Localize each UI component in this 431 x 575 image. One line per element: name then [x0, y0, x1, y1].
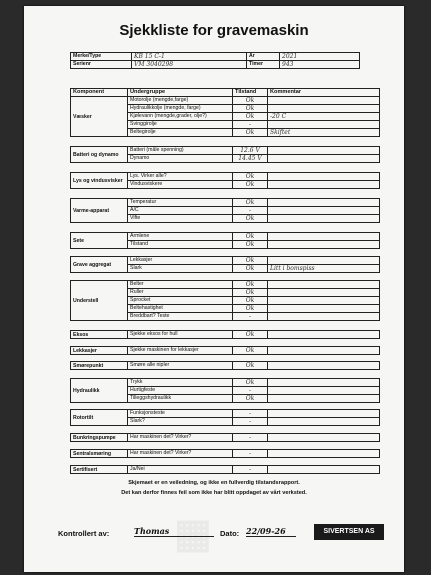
kommentar-cell — [268, 181, 380, 189]
tilstand-cell: 14.45 V — [233, 155, 268, 163]
tilstand-cell: - — [233, 313, 268, 321]
timer-value: 943 — [280, 61, 360, 69]
undergruppe-cell: Beltehastighet — [128, 305, 233, 313]
section-name: Væsker — [71, 97, 128, 137]
section-name: Eksos — [71, 331, 128, 339]
undergruppe-cell: Beltegirolje — [128, 129, 233, 137]
section-table — [70, 256, 380, 273]
aar-label: År — [247, 53, 280, 61]
kontrollert-label: Kontrollert av: — [58, 529, 110, 538]
undergruppe-cell: Breddbart? Teste — [128, 313, 233, 321]
tilstand-cell: Ok — [233, 181, 268, 189]
tilstand-cell: Ok — [233, 265, 268, 273]
kommentar-cell — [268, 257, 380, 265]
undergruppe-cell: Svinggirolje — [128, 121, 233, 129]
kommentar-cell — [268, 410, 380, 418]
section-name: Rotortilt — [71, 410, 128, 426]
tilstand-cell: Ok — [233, 105, 268, 113]
undergruppe-cell: Hydraulikkolje (mengde, farge) — [128, 105, 233, 113]
undergruppe-cell: Sprocket — [128, 297, 233, 305]
table-row — [71, 173, 380, 181]
section-table — [70, 361, 380, 370]
sivertsen-logo: SIVERTSEN AS — [314, 524, 384, 540]
tilstand-cell: Ok — [233, 362, 268, 370]
kommentar-cell — [268, 215, 380, 223]
section-table — [70, 232, 380, 249]
table-row — [71, 147, 380, 155]
table-row — [71, 466, 380, 474]
header-tilstand: Tilstand — [233, 89, 268, 97]
checklist-paper — [24, 6, 404, 572]
undergruppe-cell: Ja/Nei — [128, 466, 233, 474]
kommentar-cell — [268, 97, 380, 105]
undergruppe-cell: Temperatur — [128, 199, 233, 207]
kommentar-cell — [268, 362, 380, 370]
undergruppe-cell: Vindusviskere — [128, 181, 233, 189]
tilstand-cell: Ok — [233, 113, 268, 121]
tilstand-cell: Ok — [233, 347, 268, 355]
tilstand-cell: - — [233, 387, 268, 395]
undergruppe-cell: Kjølevann (mengde,grader, olje?) — [128, 113, 233, 121]
tilstand-cell: Ok — [233, 379, 268, 387]
undergruppe-cell: Belter — [128, 281, 233, 289]
kommentar-cell — [268, 281, 380, 289]
table-row — [71, 199, 380, 207]
header-komponent: Komponent — [71, 89, 128, 97]
header-kommentar: Kommentar — [268, 89, 380, 97]
kommentar-cell — [268, 233, 380, 241]
tilstand-cell: Ok — [233, 241, 268, 249]
section-name: Batteri og dynamo — [71, 147, 128, 163]
section-table — [70, 280, 380, 321]
undergruppe-cell: Lekkasjer — [128, 257, 233, 265]
table-row — [71, 257, 380, 265]
undergruppe-cell: Funksjonsteste — [128, 410, 233, 418]
table-row — [71, 379, 380, 387]
section-name: Understell — [71, 281, 128, 321]
dato-value: 22/09-26 — [246, 526, 296, 537]
tilstand-cell: Ok — [233, 173, 268, 181]
tilstand-cell: 12.6 V — [233, 147, 268, 155]
section-table — [70, 433, 380, 442]
tilstand-cell: - — [233, 466, 268, 474]
tilstand-cell: - — [233, 207, 268, 215]
table-row — [71, 331, 380, 339]
kommentar-cell — [268, 331, 380, 339]
aar-value: 2021 — [280, 53, 360, 61]
dato-label: Dato: — [220, 529, 240, 538]
table-row — [71, 434, 380, 442]
kontrollert-value: Thomas — [134, 526, 214, 537]
kommentar-cell — [268, 379, 380, 387]
section-table — [70, 465, 380, 474]
undergruppe-cell: Armlene — [128, 233, 233, 241]
table-row — [71, 410, 380, 418]
tilstand-cell: - — [233, 410, 268, 418]
table-row — [71, 362, 380, 370]
table-row — [71, 450, 380, 458]
tilstand-cell: Ok — [233, 305, 268, 313]
timer-label: Timer — [247, 61, 280, 69]
kommentar-cell — [268, 155, 380, 163]
undergruppe-cell: A/C — [128, 207, 233, 215]
undergruppe-cell: Slark — [128, 265, 233, 273]
kommentar-cell — [268, 418, 380, 426]
kontrollert-signature — [134, 526, 214, 537]
tilstand-cell: Ok — [233, 215, 268, 223]
merke-label: Merke/Type — [71, 53, 132, 61]
table-row — [71, 233, 380, 241]
section-name: Lekkasjer — [71, 347, 128, 355]
kommentar-cell: Skiftet — [268, 129, 380, 137]
tilstand-cell: - — [233, 434, 268, 442]
tilstand-cell: Ok — [233, 289, 268, 297]
undergruppe-cell: Har maskinen det? Virker? — [128, 450, 233, 458]
undergruppe-cell: Vifte — [128, 215, 233, 223]
section-table — [70, 449, 380, 458]
section-table — [70, 330, 380, 339]
section-table — [70, 146, 380, 163]
tilstand-cell: Ok — [233, 395, 268, 403]
section-table — [70, 88, 380, 137]
section-table — [70, 346, 380, 355]
section-table — [70, 172, 380, 189]
header-undergruppe: Undergruppe — [128, 89, 233, 97]
kommentar-cell — [268, 450, 380, 458]
tilstand-cell: Ok — [233, 331, 268, 339]
kommentar-cell — [268, 207, 380, 215]
table-row — [71, 347, 380, 355]
undergruppe-cell: Smøre alle nipler — [128, 362, 233, 370]
kommentar-cell — [268, 199, 380, 207]
tilstand-cell: Ok — [233, 129, 268, 137]
undergruppe-cell: Hurtigfeste — [128, 387, 233, 395]
kommentar-cell — [268, 395, 380, 403]
undergruppe-cell: Har maskinen det? Virker? — [128, 434, 233, 442]
page-title: Sjekkliste for gravemaskin — [119, 22, 309, 39]
undergruppe-cell: Slark? — [128, 418, 233, 426]
section-name: Bunkringspumpe — [71, 434, 128, 442]
tilstand-cell: Ok — [233, 97, 268, 105]
section-name: Sertifisert — [71, 466, 128, 474]
tilstand-cell: Ok — [233, 233, 268, 241]
serienr-value: VM 3040298 — [132, 61, 247, 69]
watermark: ▦ — [174, 512, 212, 556]
undergruppe-cell: Dynamo — [128, 155, 233, 163]
tilstand-cell: - — [233, 418, 268, 426]
undergruppe-cell: Trykk — [128, 379, 233, 387]
kommentar-cell — [268, 347, 380, 355]
kommentar-cell — [268, 297, 380, 305]
disclaimer-line-2: Det kan derfor finnes feil som ikke har blitt oppdaget av vårt verksted. — [121, 490, 307, 496]
section-name: Varme-apparat — [71, 199, 128, 223]
section-name: Smørepunkt — [71, 362, 128, 370]
tilstand-cell: Ok — [233, 199, 268, 207]
undergruppe-cell: Batteri (måle spenning) — [128, 147, 233, 155]
kommentar-cell — [268, 434, 380, 442]
section-name: Sete — [71, 233, 128, 249]
section-name: Lys og vindusvisker — [71, 173, 128, 189]
tilstand-cell: Ok — [233, 297, 268, 305]
section-table — [70, 378, 380, 403]
undergruppe-cell: Tilleggshydraulikk — [128, 395, 233, 403]
tilstand-cell: - — [233, 121, 268, 129]
undergruppe-cell: Tilstand — [128, 241, 233, 249]
kommentar-cell — [268, 121, 380, 129]
section-name: Hydraulikk — [71, 379, 128, 403]
undergruppe-cell: Motorolje (mengde,farge) — [128, 97, 233, 105]
tilstand-cell: - — [233, 450, 268, 458]
undergruppe-cell: Lys. Virker alle? — [128, 173, 233, 181]
kommentar-cell — [268, 173, 380, 181]
merke-value: KB 15 C-1 — [132, 53, 247, 61]
undergruppe-cell: Ruller — [128, 289, 233, 297]
undergruppe-cell: Sjekke maskinen for lekkasjer — [128, 347, 233, 355]
section-table — [70, 409, 380, 426]
kommentar-cell — [268, 313, 380, 321]
tilstand-cell: Ok — [233, 281, 268, 289]
table-row — [71, 281, 380, 289]
section-table — [70, 198, 380, 223]
kommentar-cell — [268, 241, 380, 249]
kommentar-cell — [268, 147, 380, 155]
kommentar-cell: Litt i bomspiss — [268, 265, 380, 273]
disclaimer-line-1: Skjemaet er en veiledning, og ikke en fullverdig tilstandsrapport. — [128, 480, 300, 486]
kommentar-cell — [268, 305, 380, 313]
info-table — [70, 52, 360, 69]
section-name: Sentralsmøring — [71, 450, 128, 458]
kommentar-cell — [268, 466, 380, 474]
table-row — [71, 97, 380, 105]
dato-signature — [246, 526, 296, 537]
undergruppe-cell: Sjekke eksos for hull — [128, 331, 233, 339]
serienr-label: Serienr — [71, 61, 132, 69]
tilstand-cell: Ok — [233, 257, 268, 265]
section-name: Grave aggregat — [71, 257, 128, 273]
kommentar-cell: -20 C — [268, 113, 380, 121]
kommentar-cell — [268, 105, 380, 113]
kommentar-cell — [268, 289, 380, 297]
kommentar-cell — [268, 387, 380, 395]
